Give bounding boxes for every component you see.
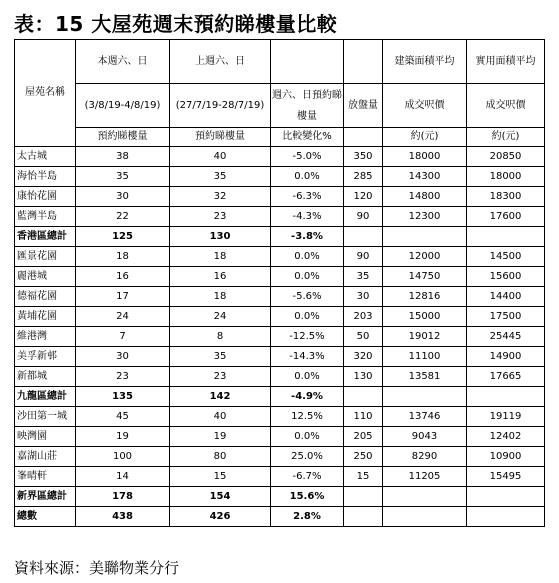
subtotal-row bbox=[15, 387, 545, 407]
saleable-price-cell: 12402 bbox=[467, 427, 545, 447]
gross-price-cell: 15000 bbox=[383, 307, 467, 327]
table-row bbox=[15, 307, 545, 327]
table-row bbox=[15, 167, 545, 187]
subtotal-row bbox=[15, 487, 545, 507]
last-weekend-cell: 40 bbox=[170, 407, 271, 427]
gross-price-cell: 12300 bbox=[383, 207, 467, 227]
header-listings-unit bbox=[344, 128, 383, 147]
last-weekend-cell: 40 bbox=[170, 147, 271, 167]
estate-name-cell: 九龍區總計 bbox=[15, 387, 76, 407]
this-weekend-cell: 16 bbox=[76, 267, 170, 287]
gross-price-cell bbox=[383, 227, 467, 247]
table-row bbox=[15, 427, 545, 447]
change-cell: 0.0% bbox=[271, 307, 344, 327]
this-weekend-cell: 135 bbox=[76, 387, 170, 407]
header-this-weekend-unit: 預約睇樓量 bbox=[76, 128, 170, 147]
gross-price-cell: 12000 bbox=[383, 247, 467, 267]
change-cell: -5.6% bbox=[271, 287, 344, 307]
listings-cell: 285 bbox=[344, 167, 383, 187]
gross-price-cell: 13746 bbox=[383, 407, 467, 427]
change-cell: 12.5% bbox=[271, 407, 344, 427]
this-weekend-cell: 18 bbox=[76, 247, 170, 267]
this-weekend-cell: 23 bbox=[76, 367, 170, 387]
last-weekend-cell: 426 bbox=[170, 507, 271, 527]
header-listings-blank bbox=[344, 40, 383, 84]
last-weekend-cell: 8 bbox=[170, 327, 271, 347]
table-row bbox=[15, 447, 545, 467]
last-weekend-cell: 80 bbox=[170, 447, 271, 467]
estate-name-cell: 藍灣半島 bbox=[15, 207, 76, 227]
estate-name-cell: 沙田第一城 bbox=[15, 407, 76, 427]
this-weekend-cell: 24 bbox=[76, 307, 170, 327]
this-weekend-cell: 14 bbox=[76, 467, 170, 487]
table-row bbox=[15, 187, 545, 207]
header-change-unit: 比較變化% bbox=[271, 128, 344, 147]
gross-price-cell: 14300 bbox=[383, 167, 467, 187]
saleable-price-cell: 15600 bbox=[467, 267, 545, 287]
listings-cell: 350 bbox=[344, 147, 383, 167]
change-cell: -4.9% bbox=[271, 387, 344, 407]
last-weekend-cell: 35 bbox=[170, 167, 271, 187]
change-cell: 2.8% bbox=[271, 507, 344, 527]
change-cell: 0.0% bbox=[271, 247, 344, 267]
change-cell: 0.0% bbox=[271, 367, 344, 387]
gross-price-cell bbox=[383, 387, 467, 407]
listings-cell: 320 bbox=[344, 347, 383, 367]
estate-name-cell: 麗港城 bbox=[15, 267, 76, 287]
this-weekend-cell: 22 bbox=[76, 207, 170, 227]
header-listings: 放盤量 bbox=[344, 84, 383, 128]
saleable-price-cell bbox=[467, 507, 545, 527]
gross-price-cell: 9043 bbox=[383, 427, 467, 447]
saleable-price-cell bbox=[467, 227, 545, 247]
table-row bbox=[15, 287, 545, 307]
header-gross-unit: 約(元) bbox=[383, 128, 467, 147]
saleable-price-cell bbox=[467, 387, 545, 407]
estate-name-cell: 峯晴軒 bbox=[15, 467, 76, 487]
saleable-price-cell: 10900 bbox=[467, 447, 545, 467]
this-weekend-cell: 30 bbox=[76, 187, 170, 207]
gross-price-cell: 13581 bbox=[383, 367, 467, 387]
estate-name-cell: 香港區總計 bbox=[15, 227, 76, 247]
header-gross-area: 建築面積平均 bbox=[383, 40, 467, 84]
listings-cell: 205 bbox=[344, 427, 383, 447]
last-weekend-cell: 15 bbox=[170, 467, 271, 487]
saleable-price-cell: 20850 bbox=[467, 147, 545, 167]
last-weekend-cell: 19 bbox=[170, 427, 271, 447]
change-cell: 0.0% bbox=[271, 167, 344, 187]
table-row bbox=[15, 207, 545, 227]
change-cell: 15.6% bbox=[271, 487, 344, 507]
gross-price-cell bbox=[383, 507, 467, 527]
header-row-2 bbox=[15, 84, 545, 128]
listings-cell: 250 bbox=[344, 447, 383, 467]
estate-name-cell: 美孚新邨 bbox=[15, 347, 76, 367]
change-cell: -6.7% bbox=[271, 467, 344, 487]
header-this-weekend: 本週六、日 bbox=[76, 40, 170, 84]
estate-name-cell: 海怡半島 bbox=[15, 167, 76, 187]
estate-name-cell: 總數 bbox=[15, 507, 76, 527]
estate-name-cell: 維港灣 bbox=[15, 327, 76, 347]
table-row bbox=[15, 407, 545, 427]
change-cell: -5.0% bbox=[271, 147, 344, 167]
saleable-price-cell: 14500 bbox=[467, 247, 545, 267]
header-gross-price: 成交呎價 bbox=[383, 84, 467, 128]
table-row bbox=[15, 467, 545, 487]
saleable-price-cell: 18300 bbox=[467, 187, 545, 207]
last-weekend-cell: 35 bbox=[170, 347, 271, 367]
saleable-price-cell: 14900 bbox=[467, 347, 545, 367]
last-weekend-cell: 16 bbox=[170, 267, 271, 287]
header-saleable-unit: 約(元) bbox=[467, 128, 545, 147]
this-weekend-cell: 438 bbox=[76, 507, 170, 527]
change-cell: 0.0% bbox=[271, 427, 344, 447]
this-weekend-cell: 7 bbox=[76, 327, 170, 347]
saleable-price-cell: 19119 bbox=[467, 407, 545, 427]
last-weekend-cell: 142 bbox=[170, 387, 271, 407]
header-last-weekend-dates: (27/7/19-28/7/19) bbox=[170, 84, 271, 128]
gross-price-cell: 12816 bbox=[383, 287, 467, 307]
last-weekend-cell: 18 bbox=[170, 287, 271, 307]
header-change-blank bbox=[271, 40, 344, 84]
gross-price-cell: 11100 bbox=[383, 347, 467, 367]
estate-name-cell: 映灣園 bbox=[15, 427, 76, 447]
table-row bbox=[15, 347, 545, 367]
this-weekend-cell: 35 bbox=[76, 167, 170, 187]
table-title: 表：15 大屋苑週末預約睇樓量比較 bbox=[14, 12, 338, 36]
header-last-weekend-unit: 預約睇樓量 bbox=[170, 128, 271, 147]
gross-price-cell: 8290 bbox=[383, 447, 467, 467]
last-weekend-cell: 154 bbox=[170, 487, 271, 507]
subtotal-row bbox=[15, 227, 545, 247]
listings-cell: 30 bbox=[344, 287, 383, 307]
gross-price-cell: 19012 bbox=[383, 327, 467, 347]
saleable-price-cell: 25445 bbox=[467, 327, 545, 347]
listings-cell: 15 bbox=[344, 467, 383, 487]
listings-cell: 90 bbox=[344, 247, 383, 267]
listings-cell bbox=[344, 227, 383, 247]
last-weekend-cell: 18 bbox=[170, 247, 271, 267]
change-cell: -4.3% bbox=[271, 207, 344, 227]
this-weekend-cell: 178 bbox=[76, 487, 170, 507]
estate-name-cell: 康怡花園 bbox=[15, 187, 76, 207]
header-row-3 bbox=[15, 128, 545, 147]
table-row bbox=[15, 267, 545, 287]
estate-name-cell: 新界區總計 bbox=[15, 487, 76, 507]
listings-cell: 50 bbox=[344, 327, 383, 347]
gross-price-cell: 11205 bbox=[383, 467, 467, 487]
listings-cell bbox=[344, 487, 383, 507]
saleable-price-cell: 15495 bbox=[467, 467, 545, 487]
gross-price-cell: 14750 bbox=[383, 267, 467, 287]
listings-cell: 110 bbox=[344, 407, 383, 427]
listings-cell: 120 bbox=[344, 187, 383, 207]
source-note: 資料來源：美聯物業分行 bbox=[14, 559, 180, 577]
header-estate: 屋苑名稱 bbox=[15, 40, 76, 147]
viewing-comparison-table bbox=[14, 39, 545, 527]
estate-name-cell: 嘉湖山莊 bbox=[15, 447, 76, 467]
header-saleable-area: 實用面積平均 bbox=[467, 40, 545, 84]
listings-cell: 35 bbox=[344, 267, 383, 287]
header-saleable-price: 成交呎價 bbox=[467, 84, 545, 128]
gross-price-cell: 18000 bbox=[383, 147, 467, 167]
estate-name-cell: 新都城 bbox=[15, 367, 76, 387]
estate-name-cell: 黃埔花園 bbox=[15, 307, 76, 327]
table-row bbox=[15, 247, 545, 267]
listings-cell bbox=[344, 507, 383, 527]
saleable-price-cell: 18000 bbox=[467, 167, 545, 187]
this-weekend-cell: 19 bbox=[76, 427, 170, 447]
change-cell: -3.8% bbox=[271, 227, 344, 247]
last-weekend-cell: 23 bbox=[170, 207, 271, 227]
listings-cell: 90 bbox=[344, 207, 383, 227]
saleable-price-cell: 17500 bbox=[467, 307, 545, 327]
subtotal-row bbox=[15, 507, 545, 527]
table-row bbox=[15, 147, 545, 167]
gross-price-cell bbox=[383, 487, 467, 507]
header-row-1 bbox=[15, 40, 545, 84]
saleable-price-cell bbox=[467, 487, 545, 507]
header-this-weekend-dates: (3/8/19-4/8/19) bbox=[76, 84, 170, 128]
change-cell: 25.0% bbox=[271, 447, 344, 467]
this-weekend-cell: 125 bbox=[76, 227, 170, 247]
change-cell: -6.3% bbox=[271, 187, 344, 207]
change-cell: -12.5% bbox=[271, 327, 344, 347]
listings-cell bbox=[344, 387, 383, 407]
estate-name-cell: 德福花園 bbox=[15, 287, 76, 307]
this-weekend-cell: 100 bbox=[76, 447, 170, 467]
table-row bbox=[15, 327, 545, 347]
estate-name-cell: 太古城 bbox=[15, 147, 76, 167]
gross-price-cell: 14800 bbox=[383, 187, 467, 207]
estate-name-cell: 匯景花園 bbox=[15, 247, 76, 267]
header-change: 週六、日預約睇樓量 bbox=[271, 84, 344, 128]
saleable-price-cell: 14400 bbox=[467, 287, 545, 307]
change-cell: -14.3% bbox=[271, 347, 344, 367]
last-weekend-cell: 23 bbox=[170, 367, 271, 387]
last-weekend-cell: 130 bbox=[170, 227, 271, 247]
this-weekend-cell: 38 bbox=[76, 147, 170, 167]
header-last-weekend: 上週六、日 bbox=[170, 40, 271, 84]
this-weekend-cell: 45 bbox=[76, 407, 170, 427]
saleable-price-cell: 17665 bbox=[467, 367, 545, 387]
this-weekend-cell: 30 bbox=[76, 347, 170, 367]
last-weekend-cell: 24 bbox=[170, 307, 271, 327]
saleable-price-cell: 17600 bbox=[467, 207, 545, 227]
table-row bbox=[15, 367, 545, 387]
this-weekend-cell: 17 bbox=[76, 287, 170, 307]
listings-cell: 130 bbox=[344, 367, 383, 387]
listings-cell: 203 bbox=[344, 307, 383, 327]
change-cell: 0.0% bbox=[271, 267, 344, 287]
last-weekend-cell: 32 bbox=[170, 187, 271, 207]
